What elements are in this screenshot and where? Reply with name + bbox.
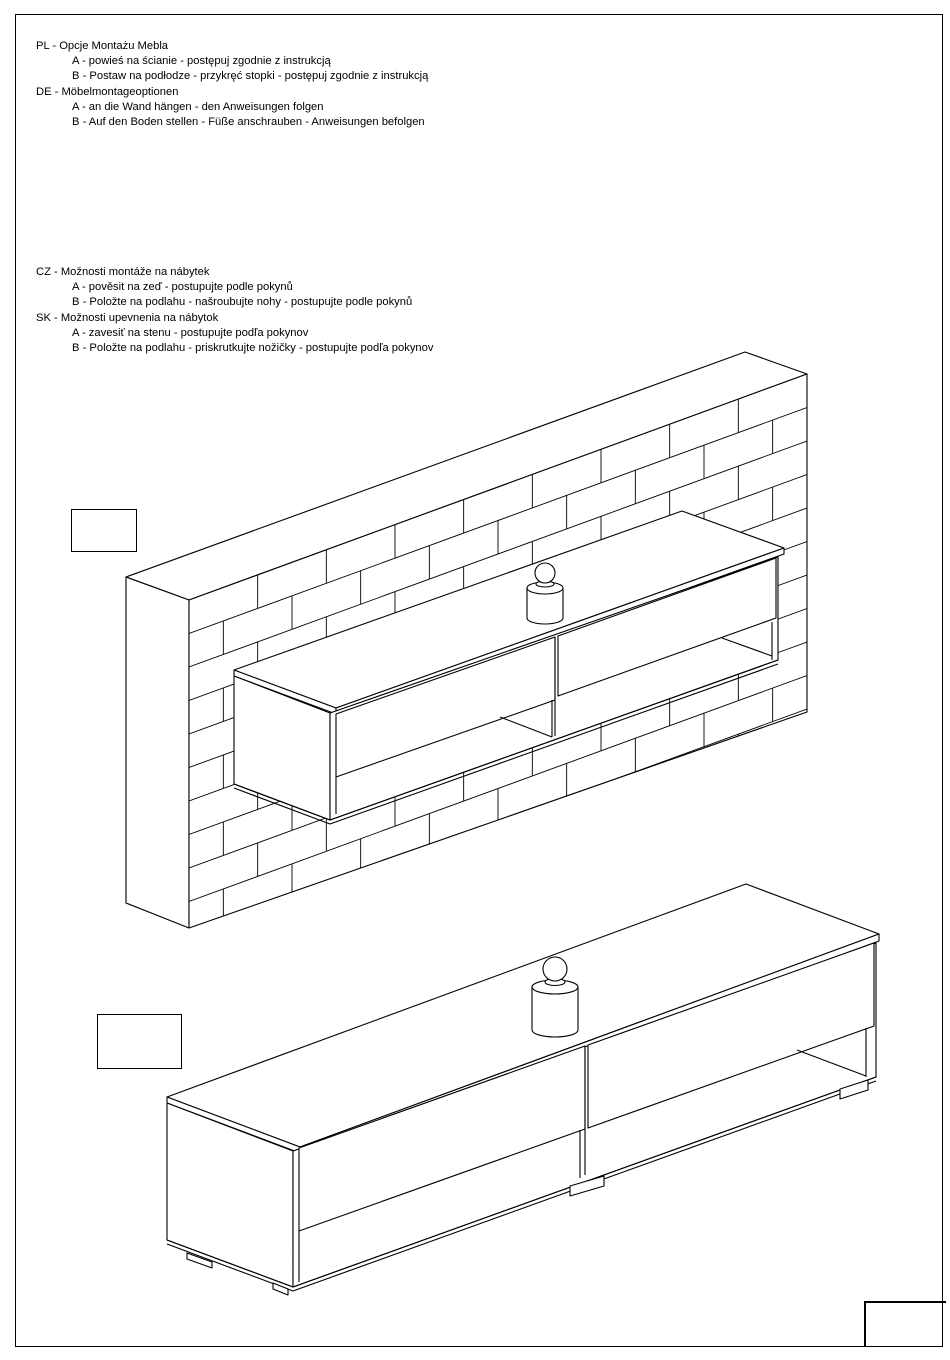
floor-cabinet-illustration: [167, 884, 879, 1295]
instruction-heading-de: DE - Möbelmontageoptionen: [36, 85, 179, 98]
instruction-option-de-a: A - an die Wand hängen - den Anweisungen folgen: [72, 100, 324, 113]
instruction-option-sk-a: A - zavesiť na stenu - postupujte podľa pokynov: [72, 326, 309, 339]
wall-mounted-cabinet-illustration: [126, 352, 807, 943]
instruction-option-pl-a: A - powieś na ścianie - postępuj zgodnie z instrukcją: [72, 55, 331, 68]
instruction-option-pl-b: B - Postaw na podłodze - przykręć stopki - postępuj zgodnie z instrukcją: [72, 70, 429, 83]
instruction-heading-pl: PL - Opcje Montażu Mebla: [36, 40, 169, 52]
instruction-heading-cz: CZ - Možnosti montáže na nábytek: [36, 266, 210, 278]
instruction-heading-sk: SK - Možnosti upevnenia na nábytok: [36, 311, 219, 324]
instruction-option-sk-b: B - Položte na podlahu - priskrutkujte nožičky - postupujte podľa pokynov: [72, 342, 434, 355]
instruction-option-de-b: B - Auf den Boden stellen - Füße anschrauben - Anweisungen befolgen: [72, 116, 425, 129]
instruction-option-cz-a: A - pověsit na zeď - postupujte podle pokynů: [72, 281, 293, 294]
instruction-option-cz-b: B - Položte na podlahu - našroubujte nohy - postupujte podle pokynů: [72, 296, 413, 309]
